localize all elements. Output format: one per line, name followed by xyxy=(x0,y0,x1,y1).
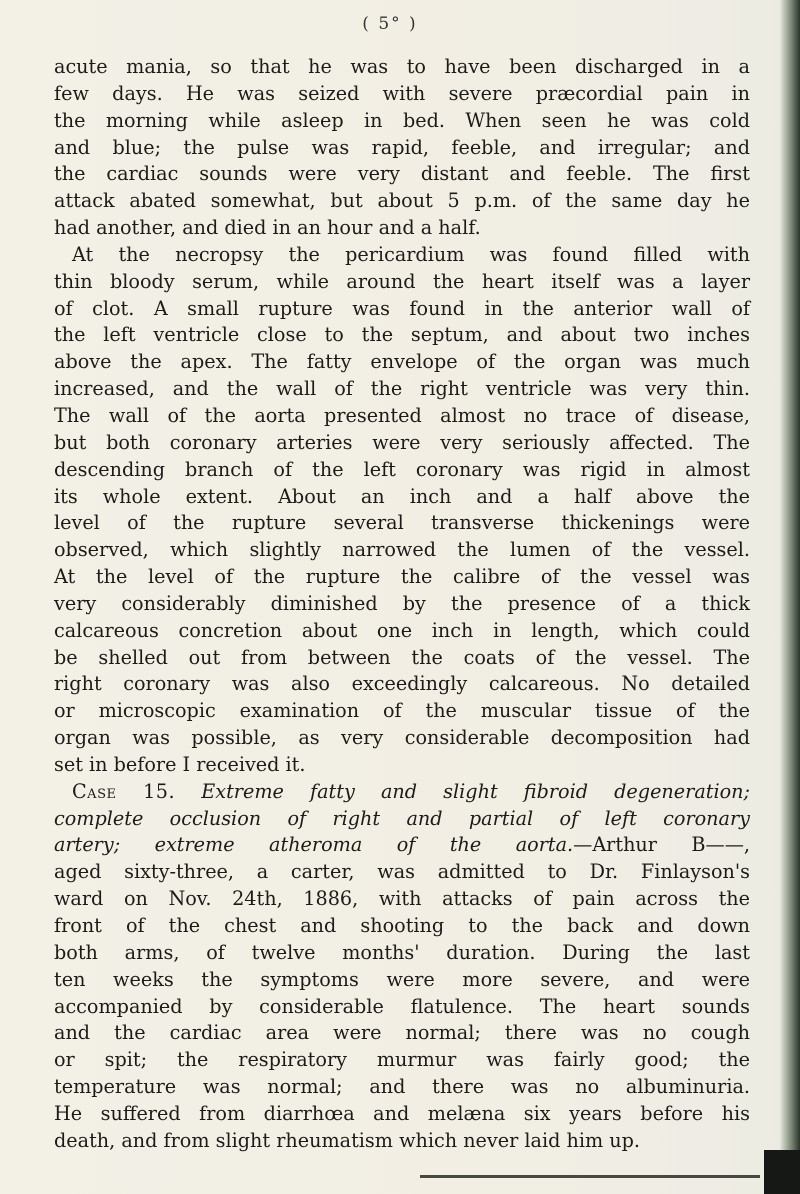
page-bottom-edge xyxy=(420,1175,760,1178)
text-line: ward on Nov. 24th, 1886, with attacks of pain across the xyxy=(54,887,750,911)
patient-name: —Arthur B——, xyxy=(573,833,750,857)
text-line: observed, which slightly narrowed the lumen of the vessel. xyxy=(54,538,750,562)
text-line: above the apex. The fatty envelope of the organ was much xyxy=(54,350,750,374)
case-label: Case 15. xyxy=(72,779,176,803)
text-line: right coronary was also exceedingly calcareous. No detailed xyxy=(54,672,750,696)
book-spine-edge xyxy=(780,0,800,1194)
text-line: organ was possible, as very considerable decomposition had xyxy=(54,726,750,750)
text-line: aged sixty-three, a carter, was admitted to Dr. Finlayson's xyxy=(54,860,750,884)
text-line: few days. He was seized with severe præcordial pain in xyxy=(54,81,750,105)
text-line: temperature was normal; and there was no albuminuria. xyxy=(54,1075,750,1099)
text-line: death, and from slight rheumatism which never laid him up. xyxy=(54,1128,640,1152)
body-text xyxy=(54,54,750,1155)
text-line: attack abated somewhat, but about 5 p.m. of the same day he xyxy=(54,189,750,213)
text-line: descending branch of the left coronary was rigid in almost xyxy=(54,457,750,481)
text-line: and the cardiac area were normal; there was no cough xyxy=(54,1021,750,1045)
text-line: At the level of the rupture the calibre of the vessel was xyxy=(54,565,750,589)
case-heading-line xyxy=(54,832,750,859)
book-corner-shadow xyxy=(764,1150,800,1194)
text-line: or spit; the respiratory murmur was fairly good; the xyxy=(54,1048,750,1072)
text-line: the cardiac sounds were very distant and feeble. The first xyxy=(54,162,750,186)
case-heading-line xyxy=(54,779,750,806)
text-line: acute mania, so that he was to have been discharged in a xyxy=(54,55,750,78)
text-line: and blue; the pulse was rapid, feeble, and irregular; and xyxy=(54,135,750,159)
text-line: both arms, of twelve months' duration. During the last xyxy=(54,940,750,964)
case-heading-line xyxy=(54,806,750,833)
text-line: He suffered from diarrhœa and melæna six years before his xyxy=(54,1101,750,1125)
text-line: be shelled out from between the coats of the vessel. The xyxy=(54,645,750,669)
text-line: calcareous concretion about one inch in length, which could xyxy=(54,618,750,642)
text-line: The wall of the aorta presented almost no trace of disease, xyxy=(54,403,750,427)
case-title-part: Extreme fatty and slight fibroid degeneration; xyxy=(201,779,750,803)
text-line: but both coronary arteries were very seriously affected. The xyxy=(54,430,750,454)
case-title-part: artery; extreme atheroma of the aorta. xyxy=(54,833,574,857)
text-line: its whole extent. About an inch and a half above the xyxy=(54,484,750,508)
text-line: set in before I received it. xyxy=(54,752,306,776)
text-line: front of the chest and shooting to the back and down xyxy=(54,914,750,937)
text-line: At the necropsy the pericardium was found filled with xyxy=(72,242,750,266)
text-line: thin bloody serum, while around the heart itself was a layer xyxy=(54,269,750,293)
text-line: level of the rupture several transverse thickenings were xyxy=(54,511,750,535)
text-line: had another, and died in an hour and a half. xyxy=(54,216,481,240)
text-line: ten weeks the symptoms were more severe, and were xyxy=(54,967,750,991)
text-line: very considerably diminished by the presence of a thick xyxy=(54,591,750,615)
text-line: increased, and the wall of the right ventricle was very thin. xyxy=(54,377,750,401)
text-line: the left ventricle close to the septum, and about two inches xyxy=(54,323,750,347)
text-line: accompanied by considerable flatulence. The heart sounds xyxy=(54,994,750,1018)
text-line: the morning while asleep in bed. When seen he was cold xyxy=(54,108,750,132)
page-number: ( 5° ) xyxy=(362,14,418,34)
text-line: or microscopic examination of the muscular tissue of the xyxy=(54,699,750,723)
text-line: of clot. A small rupture was found in the anterior wall of xyxy=(54,296,750,320)
case-title-part: complete occlusion of right and partial of left coronary xyxy=(54,806,750,830)
